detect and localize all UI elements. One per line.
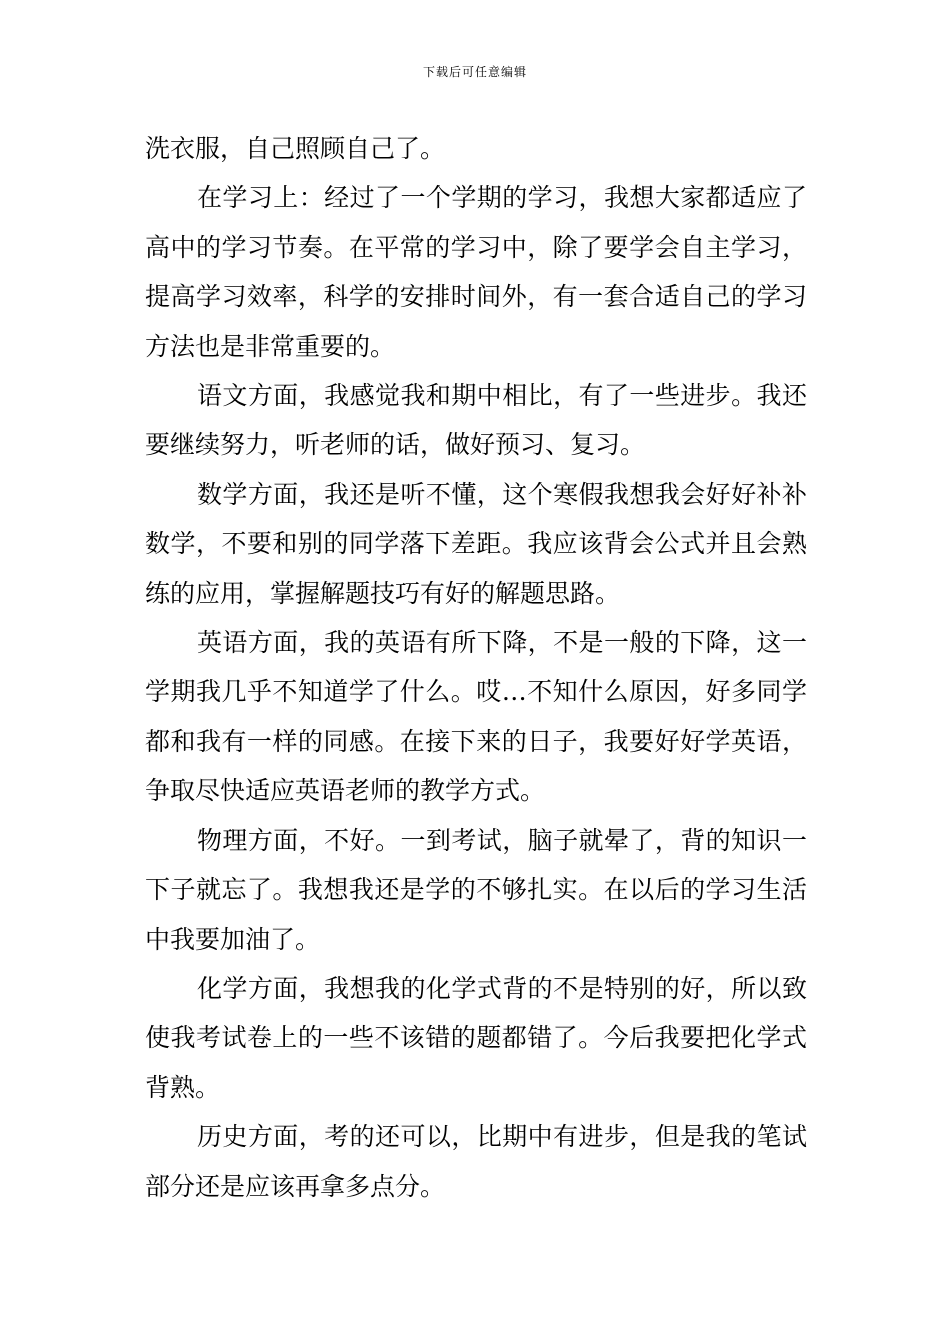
page-header: 下载后可任意编辑 <box>422 65 527 79</box>
paragraph-study-overview: 在学习上：经过了一个学期的学习，我想大家都适应了高中的学习节奏。在平常的学习中，除了要学会自主学习，提高学习效率，科学的安排时间外，有一套合适自己的学习方法也是非常重要的。 <box>145 183 807 361</box>
paragraph-chemistry: 化学方面，我想我的化学式背的不是特别的好，所以致使我考试卷上的一些不该错的题都错了。今后我要把化学式背熟。 <box>145 973 807 1102</box>
paragraph-physics: 物理方面，不好。一到考试，脑子就晕了，背的知识一下子就忘了。我想我还是学的不够扎实。在以后的学习生活中我要加油了。 <box>145 825 807 954</box>
document-body <box>145 124 807 1211</box>
paragraph-history: 历史方面，考的还可以，比期中有进步，但是我的笔试部分还是应该再拿多点分。 <box>145 1122 807 1201</box>
paragraph-english: 英语方面，我的英语有所下降，不是一般的下降，这一学期我几乎不知道学了什么。哎…不知什么原因，好多同学都和我有一样的同感。在接下来的日子，我要好好学英语，争取尽快适应英语老师的教学方式。 <box>145 628 807 806</box>
paragraph-chinese: 语文方面，我感觉我和期中相比，有了一些进步。我还要继续努力，听老师的话，做好预习、复习。 <box>145 381 807 460</box>
paragraph-continuation: 洗衣服，自己照顾自己了。 <box>145 134 446 163</box>
paragraph-math: 数学方面，我还是听不懂，这个寒假我想我会好好补补数学，不要和别的同学落下差距。我应该背会公式并且会熟练的应用，掌握解题技巧有好的解题思路。 <box>145 479 807 608</box>
